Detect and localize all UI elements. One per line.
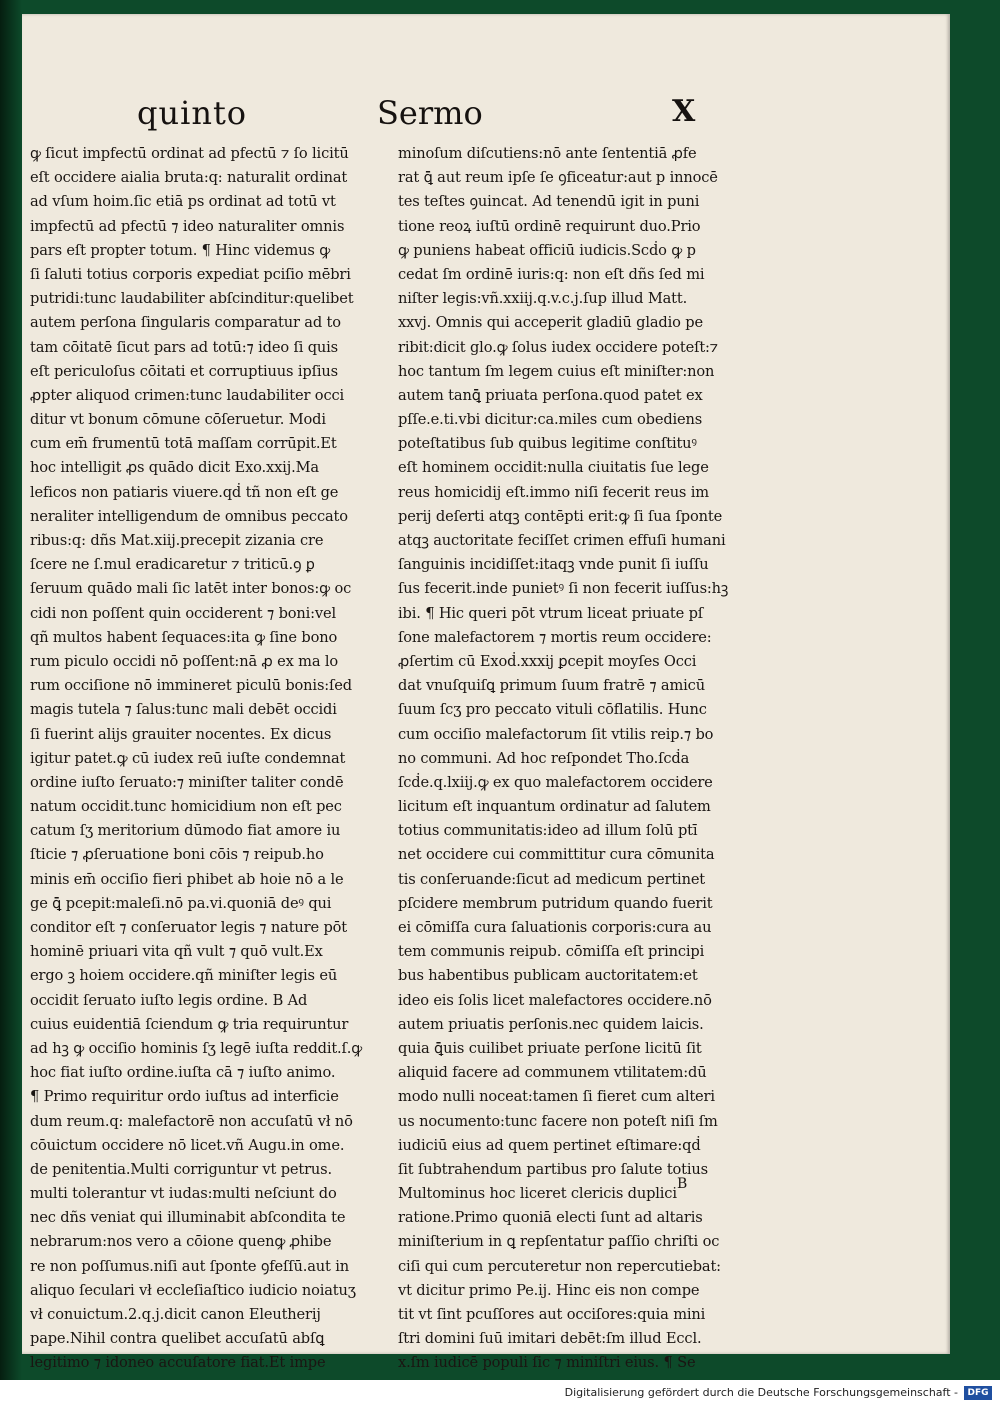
left-column-line: natum occidit.tunc homicidium non eſt pec xyxy=(30,798,342,816)
left-column-line: cōuictum occidere nō licet.vñ Augu.in ome. xyxy=(30,1136,345,1154)
left-column-line: ergo ꝫ hoiem occidere.qñ miniſter legis eū xyxy=(30,967,338,985)
right-column-line: us nocumento:tunc facere non poteſt niſi ſm xyxy=(398,1112,718,1130)
running-head-center: Sermo xyxy=(377,94,483,132)
right-column-line: ciſi qui cum percuteretur non repercutiebat: xyxy=(398,1257,721,1275)
right-column-line: modo nulli noceat:tamen ſi fieret cum alteri xyxy=(398,1088,715,1106)
left-column-line: ad hꝫ ꝙ occiſio hominis ſʒ legē iuſta reddit.ſ.ꝙ xyxy=(30,1039,363,1057)
left-column-line: catum ſʒ meritorium dūmodo fiat amore iu xyxy=(30,822,341,840)
left-column-line: ſeruum quādo mali ſic latēt inter bonos:ꝙ oc xyxy=(30,580,352,598)
left-column-line: re non poſſumus.niſi aut ſponte ꝯfeſſū.aut in xyxy=(30,1257,349,1275)
left-column-line: tam cōitatē ſicut pars ad totū:⁊ ideo ſi quis xyxy=(30,338,338,356)
left-column-line: ribus:q: dñs Mat.xiij.precepit zizania cre xyxy=(30,532,324,549)
left-column-line: cum em̄ frumentū totā maſſam corrūpit.Et xyxy=(30,435,337,453)
right-column-line: ꝙ puniens habeat officiū iudicis.Scḋo ꝙ p xyxy=(398,241,696,259)
right-column-line: tit vt ſint pcuſſores aut occiſores:quia mini xyxy=(398,1306,706,1323)
right-column-line: autem tanꝗ̄ priuata perſona.quod patet ex xyxy=(398,386,703,404)
right-column-line: iudiciū eius ad quem pertinet eſtimare:qḋ xyxy=(398,1136,701,1154)
left-column xyxy=(30,142,390,1400)
left-column-line: ad vſum hoim.ſic etiā ps ordinat ad totū vt xyxy=(30,193,336,211)
right-column-line: Multominus hoc liceret clericis duplici xyxy=(398,1185,677,1203)
left-column-line: ſi ſaluti totius corporis expediat pciſio mēbri xyxy=(30,265,351,283)
right-column-line: xxvj. Omnis qui acceperit gladiū gladio pe xyxy=(398,314,703,332)
funding-notice: Digitalisierung gefördert durch die Deutsche Forschungsgemeinschaft - xyxy=(564,1386,958,1399)
left-column-line: eſt occidere aialia bruta:q: naturalit ordinat xyxy=(30,169,348,187)
right-column-line: ꝓſertim cū Exoḋ.xxxij ꝑcepit moyſes Occi xyxy=(398,652,697,670)
right-column-line: licitum eſt inquantum ordinatur ad ſalutem xyxy=(398,798,711,816)
left-column-line: impfectū ad pfectū ⁊ ideo naturaliter omnis xyxy=(30,217,345,235)
left-column-line: hoc fiat iuſto ordine.iuſta cā ⁊ iuſto animo. xyxy=(30,1064,336,1082)
left-column-line: hominē priuari vita qñ vult ⁊ quō vult.Ex xyxy=(30,943,323,961)
left-column-line: pars eſt propter totum. ¶ Hinc videmus ꝙ xyxy=(30,241,331,259)
right-column-line: rat ꝗ̄ aut reum ipſe ſe ꝯficeatur:aut p innocē xyxy=(398,169,718,187)
right-column-line: autem priuatis perſonis.nec quidem laicis. xyxy=(398,1015,704,1033)
left-column-line: magis tutela ⁊ ſalus:tunc mali debēt occidi xyxy=(30,701,337,719)
right-column-line: miniſterium in ꝗ repſentatur paſſio chriſti oc xyxy=(398,1233,720,1251)
right-column-line: totius communitatis:ideo ad illum ſolū ptī xyxy=(398,822,698,840)
left-column-line: autem perſona ſingularis comparatur ad to xyxy=(30,314,341,332)
right-column-line: niſter legis:vñ.xxiij.q.v.c.j.ſup illud Matt. xyxy=(398,290,688,308)
right-column-line: tione reoꝝ iuſtū ordinē requirunt duo.Prio xyxy=(398,217,701,235)
left-column-line: rum piculo occidi nō poſſent:nā ꝓ ex ma lo xyxy=(30,652,339,670)
dfg-logo-icon: DFG xyxy=(964,1386,992,1400)
right-column-line: ſus fecerit.inde punietꝰ ſi non fecerit iuſſus:hꝫ xyxy=(398,580,729,598)
left-column-line: ꝓpter aliquod crimen:tunc laudabiliter occi xyxy=(30,386,345,404)
right-column-line: poteſtatibus ſub quibus legitime conſtituꝰ xyxy=(398,435,697,453)
right-column-line: bus habentibus publicam auctoritatem:et xyxy=(398,967,698,985)
right-column xyxy=(398,142,778,1400)
right-column-line: vt dicitur primo Pe.ij. Hinc eis non compe xyxy=(398,1281,700,1299)
right-column-line: quia ꝗ̄uis cuilibet priuate perſone licitū ſit xyxy=(398,1039,702,1057)
right-column-line: x.ſm iudicē populi ſic ⁊ miniſtri eius. ¶ Se xyxy=(398,1354,696,1372)
left-column-line: rum occiſione nō immineret piculū bonis:ſed xyxy=(30,677,352,695)
left-column-line: vł conuictum.2.q.j.dicit canon Eleutherij xyxy=(30,1306,321,1323)
footer-bar xyxy=(0,1380,1000,1407)
left-column-line: legitimo ⁊ idoneo accuſatore fiat.Et impe xyxy=(30,1354,326,1372)
right-column-line: ratione.Primo quoniā electi ſunt ad altaris xyxy=(398,1209,703,1227)
right-column-line: ideo eis ſolis licet malefactores occidere.nō xyxy=(398,991,712,1009)
right-column-line: ſuum ſcʒ pro peccato vituli cōflatilis. Hunc xyxy=(398,701,707,719)
right-column-line: reus homicidij eſt.immo niſi fecerit reus im xyxy=(398,483,709,501)
signature-mark: B xyxy=(677,1176,688,1192)
folio-number: X xyxy=(672,94,696,129)
left-column-line: qñ multos habent ſequaces:ita ꝙ ſine bono xyxy=(30,628,338,646)
left-column-line: dum reum.q: malefactorē non accuſatū vł nō xyxy=(30,1112,353,1130)
left-column-line: minis em̄ occiſio fieri phibet ab hoie nō a le xyxy=(30,870,344,888)
scan-edge xyxy=(0,0,22,1380)
left-column-line: cuius euidentiā ſciendum ꝙ tria requiruntur xyxy=(30,1015,349,1033)
right-column-line: net occidere cui committitur cura cōmunita xyxy=(398,846,715,864)
left-column-line: ordine iuſto ſeruato:⁊ miniſter taliter condē xyxy=(30,773,344,791)
left-column-line: conditor eſt ⁊ conſeruator legis ⁊ nature pōt xyxy=(30,919,347,936)
right-column-line: cum occiſio malefactorum ſit vtilis reip.⁊ bo xyxy=(398,725,714,743)
right-column-line: ſanguinis incidiſſet:itaqꝫ vnde punit ſi iuſſu xyxy=(398,556,709,574)
right-column-line: ſit ſubtrahendum partibus pro ſalute totius xyxy=(398,1160,709,1178)
right-column-line: aliquid facere ad communem vtilitatem:dū xyxy=(398,1064,707,1082)
left-column-line: aliquo ſeculari vł eccleſiaſtico iudicio noiatuʒ xyxy=(30,1281,356,1299)
left-column-line: ditur vt bonum cōmune cōſeruetur. Modi xyxy=(30,411,326,429)
left-column-line: leficos non patiaris viuere.qḋ tñ non eſt ge xyxy=(30,483,339,501)
right-column-line: ſcḋe.q.lxiij.ꝙ ex quo malefactorem occidere xyxy=(398,773,713,791)
left-column-line: igitur patet.ꝙ cū iudex reū iuſte condemnat xyxy=(30,749,346,767)
left-column-line: hoc intelligit ꝓs quādo dicit Exo.xxij.Ma xyxy=(30,459,319,477)
left-column-line: ſticie ⁊ ꝓſeruatione boni cōis ⁊ reipub.ho xyxy=(30,846,324,864)
left-column-line: multi tolerantur vt iudas:multi neſciunt do xyxy=(30,1185,337,1203)
left-column-line: neraliter intelligendum de omnibus peccato xyxy=(30,507,348,525)
book-page xyxy=(22,14,950,1372)
right-column-line: atqꝫ auctoritate feciſſet crimen effuſi humani xyxy=(398,532,726,549)
left-column-line: occidit ſeruato iuſto legis ordine. B Ad xyxy=(30,991,308,1009)
right-column-line: ei cōmiſſa cura ſaluationis corporis:cura au xyxy=(398,919,712,936)
right-column-line: no communi. Ad hoc reſpondet Tho.ſcḋa xyxy=(398,749,690,767)
running-head xyxy=(22,94,950,144)
left-column-line: ſi fuerint alijs grauiter nocentes. Ex dicus xyxy=(30,725,332,743)
right-column-line: tes teſtes ꝯuincat. Ad tenendū igit in puni xyxy=(398,193,700,211)
right-column-line: ribit:dicit glo.ꝙ ſolus iudex occidere poteſt:⁊ xyxy=(398,338,719,356)
right-column-line: ibi. ¶ Hic queri pōt vtrum liceat priuate pſ xyxy=(398,604,704,622)
right-column-line: ſtri domini ſuū imitari debēt:ſm illud Eccl. xyxy=(398,1330,702,1348)
left-column-line: de penitentia.Multi corriguntur vt petrus. xyxy=(30,1160,333,1178)
right-column-line: eſt hominem occidit:nulla ciuitatis ſue lege xyxy=(398,459,709,477)
right-column-line: hoc tantum ſm legem cuius eſt miniſter:non xyxy=(398,362,715,380)
right-column-line: perij deſerti atqꝫ contēpti erit:ꝙ ſi ſua ſponte xyxy=(398,507,723,525)
right-column-line: dat vnuſquiſꝗ primum ſuum fratrē ⁊ amicū xyxy=(398,677,705,695)
left-column-line: ꝙ ſicut impfectū ordinat ad pfectū ⁊ ſo licitū xyxy=(30,145,349,162)
left-column-line: ¶ Primo requiritur ordo iuſtus ad interficie xyxy=(30,1088,339,1106)
left-column-line: ge ꝗ̄ pcepit:maleſi.nō pa.vi.quoniā deꝰ qui xyxy=(30,894,332,912)
right-column-line: cedat ſm ordinē iuris:q: non eſt dñs ſed mi xyxy=(398,265,705,283)
right-column-line: tis conſeruande:ſicut ad medicum pertinet xyxy=(398,870,706,888)
right-column-line: tem communis reipub. cōmiſſa eſt principi xyxy=(398,943,705,961)
left-column-line: nebrarum:nos vero a cōione quenꝙ ꝓhibe xyxy=(30,1233,332,1251)
left-column-line: eſt periculoſus cōitati et corruptiuus ipſius xyxy=(30,362,338,380)
right-column-line: pſcidere membrum putridum quando fuerit xyxy=(398,894,713,912)
left-column-line: cidi non poſſent quin occiderent ⁊ boni:vel xyxy=(30,604,337,622)
running-head-left: quinto xyxy=(137,94,248,132)
right-column-line: minoſum diſcutiens:nō ante ſententiā ꝓfe xyxy=(398,145,697,162)
left-column-line: ſcere ne ſ.mul eradicaretur ⁊ triticū.ꝯ ꝑ xyxy=(30,556,315,574)
left-column-line: pape.Nihil contra quelibet accuſatū abſꝗ xyxy=(30,1330,325,1348)
left-column-line: putridi:tunc laudabiliter abſcinditur:quelibet xyxy=(30,290,354,308)
right-column-line: pſſe.e.ti.vbi dicitur:ca.miles cum obediens xyxy=(398,411,703,429)
right-column-line: ſone malefactorem ⁊ mortis reum occidere: xyxy=(398,628,712,646)
left-column-line: nec dñs veniat qui illuminabit abſcondita te xyxy=(30,1209,346,1227)
